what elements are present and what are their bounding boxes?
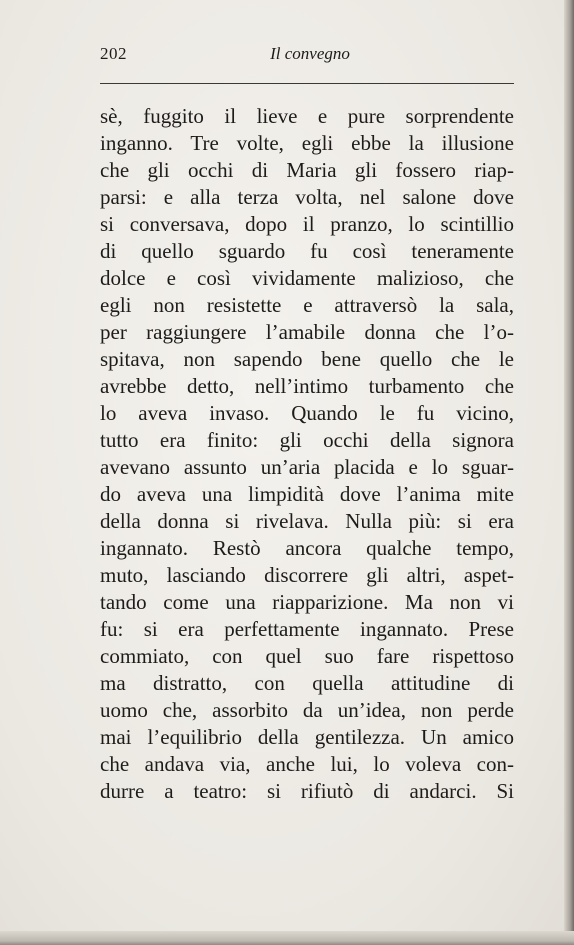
header-rule: [100, 83, 514, 84]
text-line: avevano assunto un’aria placida e lo sguar-: [100, 455, 514, 479]
text-line: si conversava, dopo il pranzo, lo scintillio: [100, 212, 514, 236]
text-line: durre a teatro: si rifiutò di andarci. Si: [100, 779, 514, 803]
page-header: [100, 44, 514, 74]
text-line: mai l’equilibrio della gentilezza. Un amico: [100, 725, 514, 749]
text-line: commiato, con quel suo fare rispettoso: [100, 644, 514, 668]
text-line: spitava, non sapendo bene quello che le: [100, 347, 514, 371]
text-line: sè, fuggito il lieve e pure sorprendente: [100, 104, 514, 128]
text-line: dolce e così vividamente malizioso, che: [100, 266, 514, 290]
running-title: Il convegno: [270, 44, 350, 63]
text-line: uomo che, assorbito da un’idea, non perde: [100, 698, 514, 722]
text-line: parsi: e alla terza volta, nel salone dove: [100, 185, 514, 209]
text-line: della donna si rivelava. Nulla più: si era: [100, 509, 514, 533]
body-text: [100, 103, 514, 805]
text-line: che gli occhi di Maria gli fossero riap-: [100, 158, 514, 182]
text-line: muto, lasciando discorrere gli altri, aspet-: [100, 563, 514, 587]
text-line: tando come una riapparizione. Ma non vi: [100, 590, 514, 614]
text-line: ma distratto, con quella attitudine di: [100, 671, 514, 695]
text-line: tutto era finito: gli occhi della signora: [100, 428, 514, 452]
text-line: lo aveva invaso. Quando le fu vicino,: [100, 401, 514, 425]
text-line: ingannato. Restò ancora qualche tempo,: [100, 536, 514, 560]
text-line: inganno. Tre volte, egli ebbe la illusione: [100, 131, 514, 155]
text-line: che andava via, anche lui, lo voleva con-: [100, 752, 514, 776]
page-edge-shadow: [564, 0, 574, 945]
text-line: fu: si era perfettamente ingannato. Prese: [100, 617, 514, 641]
text-line: avrebbe detto, nell’intimo turbamento che: [100, 374, 514, 398]
text-line: do aveva una limpidità dove l’anima mite: [100, 482, 514, 506]
text-line: egli non resistette e attraversò la sala,: [100, 293, 514, 317]
page-bottom-shadow: [0, 931, 574, 945]
text-line: per raggiungere l’amabile donna che l’o-: [100, 320, 514, 344]
page-number: 202: [100, 44, 127, 63]
text-line: di quello sguardo fu così teneramente: [100, 239, 514, 263]
